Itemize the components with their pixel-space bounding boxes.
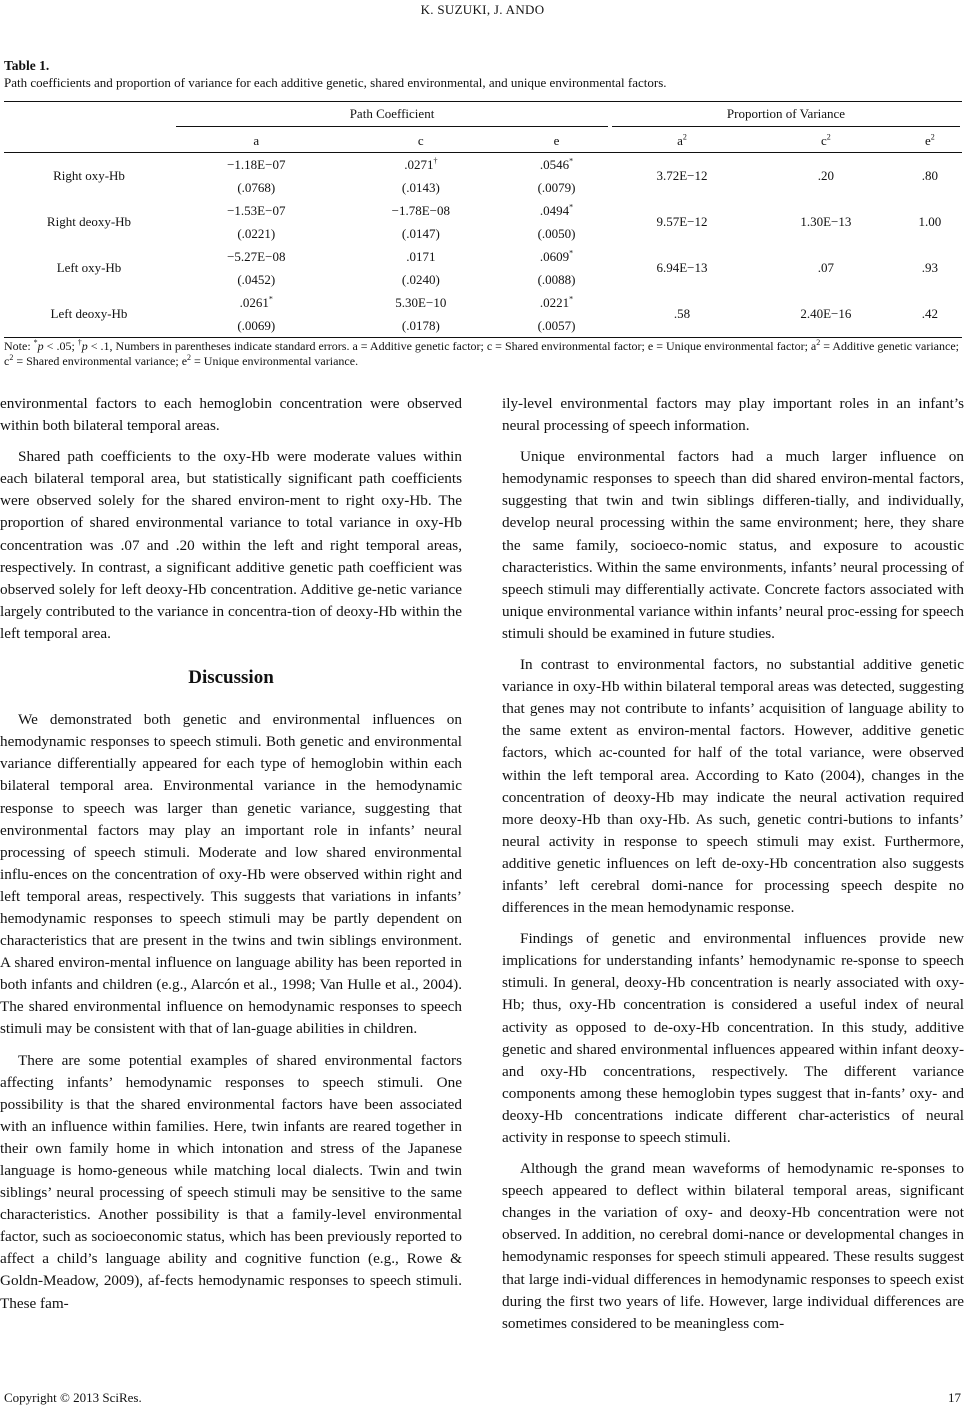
paragraph: Shared path coefficients to the oxy-Hb were moderate values within each bilateral temporal area, but statistically significant path coefficients were observed solely for the shared environ-ment to right oxy-Hb. The proportion of shared environmental variance to total variance in oxy-Hb concentration was .07 and .20 within the left and right temporal areas, respectively. In contrast, a significant additive genetic path coefficient was observed solely for left deoxy-Hb concentration. Additive ge-netic variance largely contributed to the variance in concentra-tion of deoxy-Hb within the left temporal area. [0, 448, 462, 642]
cell-a-se: (.0768) [237, 179, 276, 195]
table-row [4, 199, 962, 222]
cell-c: 5.30E−10 [395, 294, 447, 310]
table-row [4, 291, 962, 314]
cell-e: .0494* [539, 202, 574, 218]
left-column [0, 393, 462, 1315]
col-head-a2: $a^2$ [610, 130, 754, 153]
cell-c: −1.78E−08 [391, 202, 450, 218]
table-row [4, 245, 962, 268]
cell-c2: 1.30E−13 [800, 214, 852, 229]
footer-page-number: 17 [948, 1390, 961, 1405]
cell-e2: .80 [921, 168, 939, 183]
cell-e-se: (.0050) [537, 225, 576, 241]
cell-c: .0171 [406, 248, 436, 264]
cell-e-se: (.0057) [503, 314, 610, 338]
group-header-variance: Proportion of Variance [612, 106, 960, 127]
paragraph: Although the grand mean waveforms of hemodynamic re-sponses to speech appeared to deflect within bilateral temporal areas, significant changes in the variation of oxy- and deoxy-Hb concentration were not observed. In addition, no cerebral domi-nance or developmental changes in hemodynamic responses for speech stimuli appeared. These results suggest that large indi-vidual differences in hemodynamic responses to speech exist during the first two years of life. However, large individual differences are sometimes considered to be meaningless com- [502, 1160, 964, 1332]
cell-c-se: (.0240) [401, 271, 440, 287]
cell-c2: .20 [817, 168, 834, 183]
table-caption: Path coefficients and proportion of variance for each additive genetic, shared environmental, and unique environmental factors. [4, 75, 667, 90]
col-head-a: a [174, 130, 339, 153]
cell-e: .0221* [539, 294, 574, 310]
cell-a2: 9.57E−12 [656, 214, 708, 229]
cell-c: .0271† [404, 156, 438, 172]
cell-a: .0261* [239, 294, 273, 310]
cell-a: −5.27E−08 [227, 248, 286, 264]
cell-a: −1.18E−07 [227, 156, 286, 172]
paragraph: environmental factors to each hemoglobin concentration were observed within both bilateral temporal areas. [0, 395, 462, 435]
table-note: Note: *p < .05; †p < .1, Numbers in parentheses indicate standard errors. a = Additive genetic factor; c = Shared environmental factor; e = Unique environmental factor; $a^2$ = Additive genetic variance; $c^2$ = Shared environmental variance; $e^2$ = Unique environmental variance. [4, 338, 959, 368]
paragraph: We demonstrated both genetic and environmental influences on hemodynamic responses to speech stimuli. Both genetic and environmental variance differentially appeared for each type of hemoglobin within each bilateral temporal area. Environmental variance in the hemodynamic response to speech was larger than genetic variance, suggesting that environmental factors may play an important role in infants’ neural processing of speech stimuli. Moderate and low shared environmental influ-ences on the concentration of oxy-Hb were observed within right and left temporal areas, respectively. This suggests that variations in infants’ hemodynamic responses to speech stimuli may be partly dependent on characteristics that are present in the twins and twin siblings environment. A shared environ-mental influence on language ability has been reported in both infants and children (e.g., Alarcón et al., 1998; Van Hulle et al., 2004). The shared environmental influence on hemodynamic responses to speech stimuli may be consistent with that of lan-guage abilities in children. [0, 711, 462, 1038]
table-title: Table 1. [4, 58, 50, 73]
section-heading-discussion: Discussion [188, 667, 274, 689]
col-head-e2: $e^2$ [898, 130, 962, 153]
col-head-c: c [339, 130, 504, 153]
row-label: Left oxy-Hb [56, 260, 122, 275]
cell-a-se: (.0069) [174, 314, 339, 338]
group-header-path: Path Coefficient [176, 106, 608, 127]
cell-e-se: (.0079) [537, 179, 576, 195]
cell-c-se: (.0143) [401, 179, 440, 195]
cell-c-se: (.0147) [401, 225, 440, 241]
cell-a-se: (.0221) [237, 225, 276, 241]
paragraph: In contrast to environmental factors, no substantial additive genetic variance in oxy-Hb within bilateral temporal areas was detected, suggesting that genes may not contribute to infants’ acquisition of language ability to the same extent as environ-mental factors. However, additive genetic factors, which ac-counted for half of the total variance, were observed within the left temporal area. According to Kato (2004), changes in the concentration of deoxy-Hb may indicate the neural activation required more deoxy-Hb than oxy-Hb. As such, genetic contri-butions to infants’ neural activity in response to speech stimuli may exist. Furthermore, additive genetic influences on left de-oxy-Hb concentration also suggests infants’ left cerebral domi-nance for processing speech despite no differences in the mean hemodynamic response. [502, 656, 964, 917]
row-label: Right deoxy-Hb [46, 214, 132, 229]
cell-a-se: (.0452) [237, 271, 276, 287]
col-head-e: e [503, 130, 610, 153]
row-label: Left deoxy-Hb [4, 291, 174, 338]
table-corner [4, 101, 174, 130]
cell-a2: .58 [610, 291, 754, 338]
paragraph: ily-level environmental factors may play important roles in an infant’s neural processing of speech information. [502, 395, 964, 435]
paragraph: Unique environmental factors had a much larger influence on hemodynamic responses to speech than did shared environ-mental factors, suggesting that twin and twin siblings differen-tially, and individually, develop neural processing within the same environment; here, they share the same family, socioeco-nomic status, and exposure to acoustic characteristics. Within the same environments, infants’ neural processing of speech stimuli may differentially activate. Concrete factors associated with unique environmental variance within infants’ neural proc-essing for speech stimuli should be examined in future studies. [502, 448, 964, 642]
cell-e2: .93 [921, 260, 939, 275]
coefficient-table [4, 101, 962, 338]
cell-e-se: (.0088) [537, 271, 576, 287]
row-label: Right oxy-Hb [53, 168, 125, 183]
cell-e2: .42 [898, 291, 962, 338]
table-row [4, 153, 962, 176]
cell-c2: .07 [817, 260, 834, 275]
cell-c2: 2.40E−16 [754, 291, 898, 338]
paragraph: Findings of genetic and environmental influences provide new implications for understanding infants’ hemodynamic re-sponse to speech stimuli. In general, deoxy-Hb concentration is nearly associated with oxy-Hb; thus, oxy-Hb concentration is considered a useful index of neural activity as opposed to de-oxy-Hb concentration. In this study, additive genetic and shared environmental influences appeared within infant deoxy- and oxy-Hb concentrations, respectively. The different variance components among these hemoglobin types suggest that in-fants’ oxy- and deoxy-Hb concentrations indicate different char-acteristics of neural activity in response to speech stimuli. [502, 930, 964, 1146]
cell-a2: 6.94E−13 [656, 260, 708, 275]
cell-e: .0546* [539, 156, 574, 172]
cell-a: −1.53E−07 [227, 202, 286, 218]
cell-e: .0609* [539, 248, 574, 264]
col-head-c2: $c^2$ [754, 130, 898, 153]
cell-e2: 1.00 [918, 214, 942, 229]
cell-a2: 3.72E−12 [656, 168, 708, 183]
cell-c-se: (.0178) [339, 314, 504, 338]
paragraph: There are some potential examples of shared environmental factors affecting infants’ hemodynamic responses to speech stimuli. One possibility is that the shared environmental factors have been associated with an influence within families. Here, twin infants are reared together in their own family home in which intonation and stress of the Japanese language is homo-geneous while matching local dialects. Twin and twin siblings’ neural processing of speech stimuli may be sensitive to the same characteristics. Another possibility is that a family-level environmental factor, such as socioeconomic status, which has been previously reported to affect a child’s language ability and cognitive function (e.g., Rowe & Goldn-Meadow, 2009), af-fects hemodynamic responses to speech stimuli. These fam- [0, 1051, 462, 1312]
right-column [502, 393, 964, 1335]
footer-copyright: Copyright © 2013 SciRes. [4, 1390, 142, 1405]
running-head: K. SUZUKI, J. ANDO [420, 2, 545, 17]
